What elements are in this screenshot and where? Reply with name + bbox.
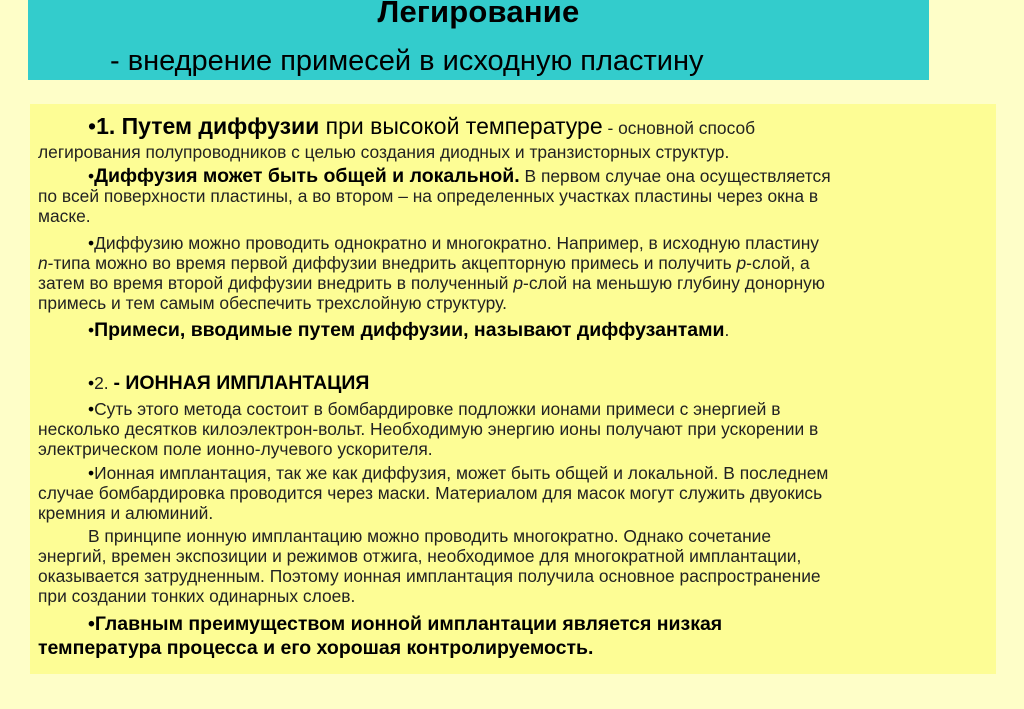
paragraph-line: при создании тонких одинарных слоев. (38, 586, 356, 606)
section-number: 2. (94, 373, 114, 393)
ion-implantation-heading: - ИОННАЯ ИМПЛАНТАЦИЯ (113, 372, 370, 394)
slide-subtitle: - внедрение примесей в исходную пластину (110, 45, 704, 77)
diffusion-heading: 1. Путем диффузии (96, 113, 320, 139)
paragraph-main-advantage (38, 612, 994, 660)
paragraph-line: несколько десятков килоэлектрон-вольт. Необходимую энергию ионы получают при ускорении в (38, 419, 819, 439)
paragraph-diffusants (38, 320, 994, 340)
paragraph-line: случае бомбардировка проводится через маски. Материалом для масок могут служить двуокись (38, 483, 823, 503)
diffusion-heading-rest: при высокой температуре (319, 113, 603, 139)
bullet: • (88, 233, 95, 253)
paragraph-line: по всей поверхности пластины, а во втором – на определенных участках пластины через окна в (38, 186, 819, 206)
bullet: • (88, 613, 95, 635)
diffusion-heading-tail: - основной способ (602, 118, 756, 138)
p-type-letter: p (513, 273, 524, 293)
paragraph-method-essence (38, 399, 994, 459)
paragraph-line: примесь и тем самым обеспечить трехслойную структуру. (38, 293, 507, 313)
bullet: • (88, 373, 95, 393)
paragraph-text: -слой, а (746, 253, 810, 273)
paragraph-implantation-types (38, 463, 994, 523)
paragraph-line: кремния и алюминий. (38, 503, 214, 523)
paragraph-diffusion-method (38, 112, 994, 162)
paragraph-line: оказывается затрудненным. Поэтому ионная имплантация получила основное распространение (38, 566, 821, 586)
paragraph-text: В первом случае она осуществляется (519, 166, 831, 186)
bullet: • (88, 399, 95, 419)
p-type-letter: p (736, 253, 747, 273)
paragraph-text: Суть этого метода состоит в бомбардировке подложки ионами примеси с энергией в (94, 399, 781, 419)
paragraph-line: маске. (38, 206, 91, 226)
paragraph-line: энергий, времен экспозиции и режимов отжига, необходимое для многократной имплантации, (38, 546, 802, 566)
paragraph-line: электрическом поле ионно-лучевого ускорителя. (38, 439, 433, 459)
paragraph-ion-implantation-heading (38, 373, 994, 393)
paragraph-text: -типа можно во время первой диффузии внедрить акцепторную примесь и получить (47, 253, 737, 273)
bullet: • (88, 113, 97, 139)
main-advantage-text: температура процесса и его хорошая контролируемость. (38, 637, 594, 659)
diffusion-types-bold: Диффузия может быть общей и локальной. (94, 165, 520, 187)
bullet: • (88, 320, 95, 340)
paragraph-text: Диффузию можно проводить однократно и многократно. Например, в исходную пластину (94, 233, 819, 253)
bullet: • (88, 463, 95, 483)
diffusants-definition: Примеси, вводимые путем диффузии, называют диффузантами (94, 319, 725, 341)
main-advantage-text: Главным преимуществом ионной имплантации является низкая (94, 613, 723, 635)
title-banner (28, 0, 929, 80)
paragraph-text: затем во время второй диффузии внедрить в полученный (38, 273, 514, 293)
n-type-letter: n (38, 253, 48, 273)
paragraph-diffusion-types (38, 166, 994, 226)
content-box (30, 104, 996, 674)
slide-title: Легирование (377, 0, 580, 29)
paragraph-multiple-diffusion (38, 233, 994, 313)
paragraph-multiple-implantation (38, 526, 994, 606)
period: . (724, 320, 730, 340)
paragraph-text: -слой на меньшую глубину донорную (523, 273, 825, 293)
paragraph-line: В принципе ионную имплантацию можно проводить многократно. Однако сочетание (88, 526, 772, 546)
bullet: • (88, 166, 95, 186)
paragraph-line: легирования полупроводников с целью создания диодных и транзисторных структур. (38, 142, 730, 162)
paragraph-text: Ионная имплантация, так же как диффузия, может быть общей и локальной. В последнем (94, 463, 829, 483)
